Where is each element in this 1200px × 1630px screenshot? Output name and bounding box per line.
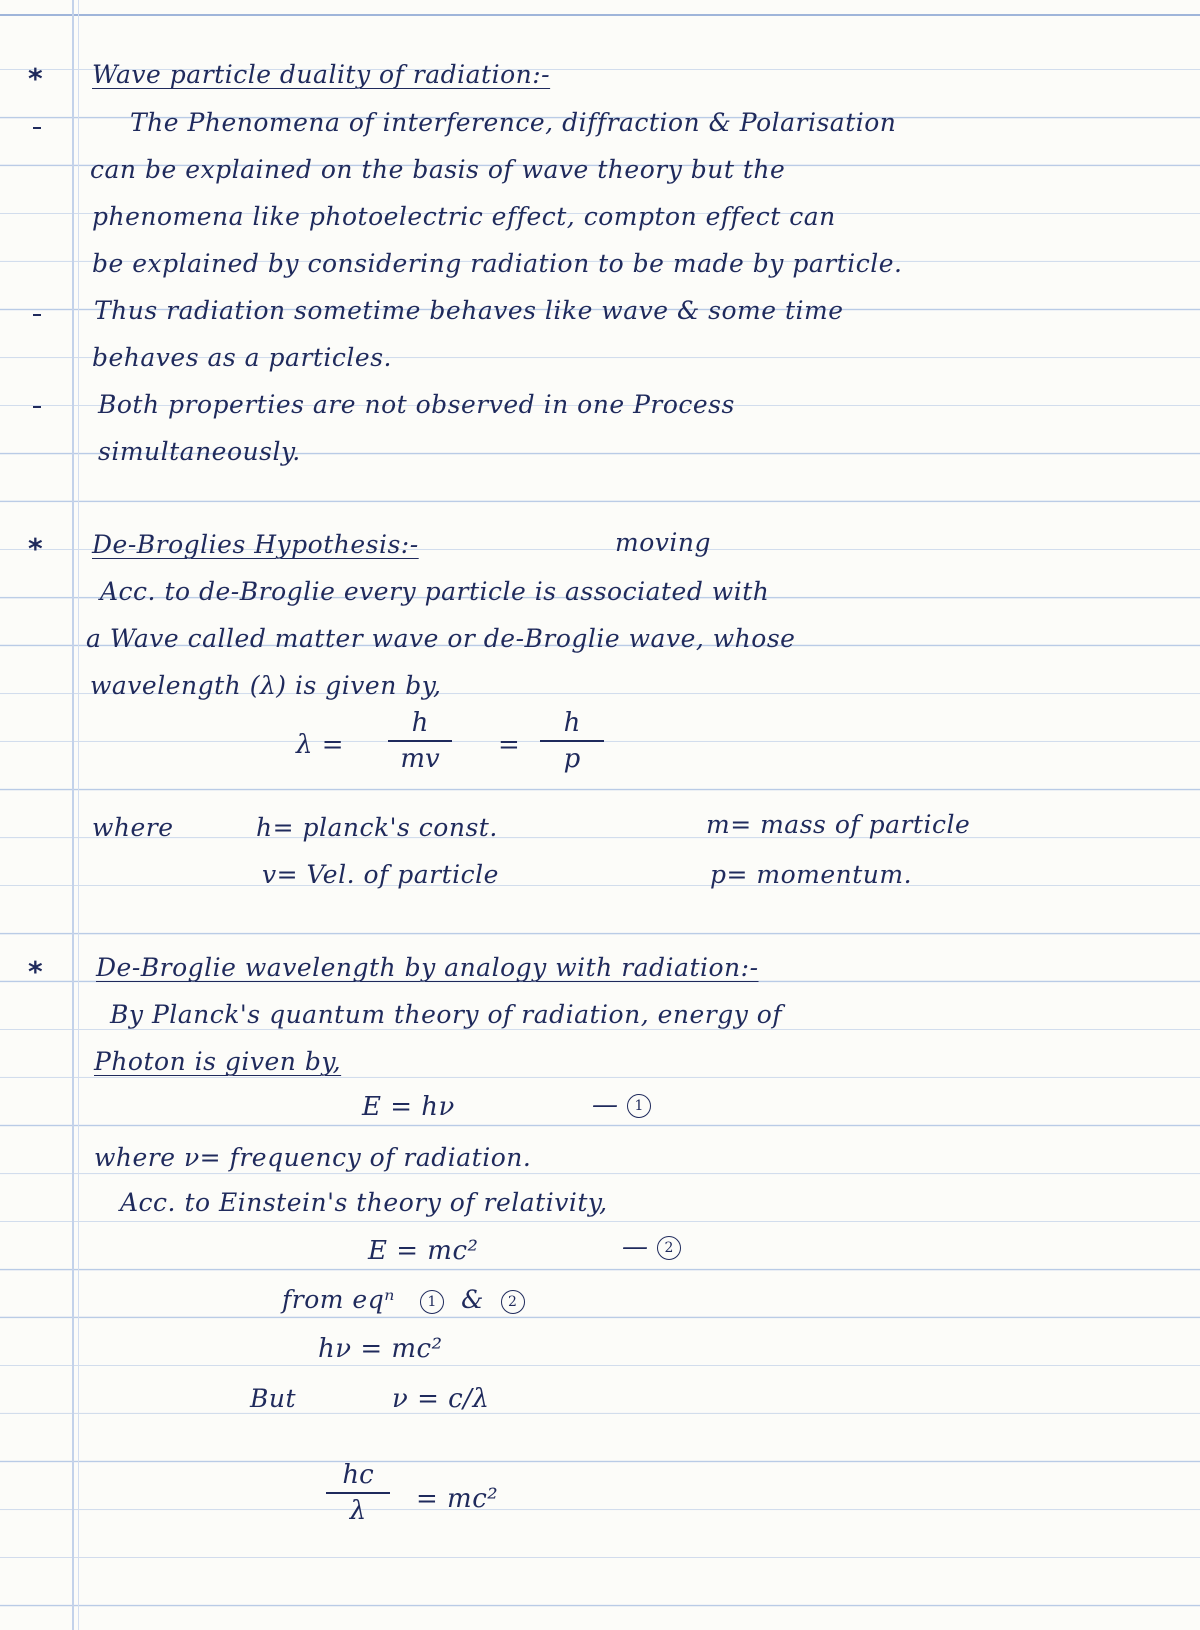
section1-line: The Phenomena of interference, diffraction & Polarisation: [130, 108, 897, 137]
section2-bullet: *: [28, 532, 43, 565]
circled-number: 1: [627, 1094, 651, 1118]
dash-marker: [33, 127, 41, 129]
but-label: But: [250, 1384, 297, 1413]
ampersand: &: [461, 1285, 484, 1314]
from-text: from eqⁿ: [282, 1285, 395, 1314]
section3-line: Photon is given by,: [94, 1047, 342, 1076]
fraction-denominator: λ: [349, 1496, 367, 1526]
equation-2: E = mc²: [368, 1236, 479, 1266]
definition: p= momentum.: [710, 860, 913, 889]
fraction-denominator: mv: [400, 744, 440, 774]
equation-5-rhs: = mc²: [416, 1484, 499, 1514]
equation-1: E = hν: [362, 1092, 455, 1122]
margin-line-inner: [78, 0, 79, 1630]
section2-line: wavelength (λ) is given by,: [90, 671, 442, 700]
section3-line: By Planck's quantum theory of radiation, energy of: [110, 1000, 783, 1029]
section1-line: behaves as a particles.: [92, 343, 393, 372]
where-label: where: [92, 813, 174, 842]
top-rule: [0, 14, 1200, 16]
section2-title: De-Broglies Hypothesis:-: [92, 530, 419, 559]
fraction-denominator: p: [563, 744, 581, 774]
section2-line: a Wave called matter wave or de-Broglie wave, whose: [86, 624, 796, 653]
formula-lhs: λ =: [296, 730, 345, 760]
dash-marker: [33, 406, 41, 408]
fraction-h-over-mv: [388, 708, 452, 774]
fraction-bar: [388, 740, 452, 742]
fraction-bar: [540, 740, 604, 742]
equation-4: ν = c/λ: [392, 1384, 490, 1414]
definition: m= mass of particle: [706, 810, 971, 839]
section3-title: De-Broglie wavelength by analogy with radiation:-: [96, 953, 759, 982]
circled-number: 2: [501, 1290, 525, 1314]
margin-line: [72, 0, 74, 1630]
section1-line: can be explained on the basis of wave theory but the: [90, 155, 786, 184]
fraction-numerator: h: [411, 708, 429, 738]
acc-line: Acc. to Einstein's theory of relativity,: [120, 1188, 608, 1217]
equation-3: hν = mc²: [318, 1334, 443, 1364]
circled-number: 2: [657, 1236, 681, 1260]
fraction-numerator: hc: [342, 1460, 374, 1490]
section1-line: Both properties are not observed in one Process: [98, 390, 735, 419]
section3-bullet: *: [28, 955, 43, 988]
circled-number: 1: [420, 1290, 444, 1314]
fraction-numerator: h: [563, 708, 581, 738]
section1-line: be explained by considering radiation to be made by particle.: [92, 249, 903, 278]
fraction-bar: [326, 1492, 390, 1494]
formula-equals: =: [498, 730, 521, 760]
fraction-hc-over-lambda: [326, 1460, 390, 1526]
equation-1-tag: — 1: [592, 1090, 651, 1120]
dash-marker: [33, 314, 41, 316]
section2-annotation: moving: [615, 528, 711, 557]
equation-2-tag: — 2: [622, 1232, 681, 1262]
definition: v= Vel. of particle: [262, 860, 499, 889]
section1-line: Thus radiation sometime behaves like wave & some time: [94, 296, 844, 325]
from-line: [282, 1285, 525, 1314]
definition: h= planck's const.: [256, 813, 498, 842]
section1-bullet: *: [28, 62, 43, 95]
where-line: where ν= frequency of radiation.: [94, 1143, 532, 1172]
fraction-h-over-p: [540, 708, 604, 774]
section1-line: phenomena like photoelectric effect, compton effect can: [92, 202, 836, 231]
section1-line: simultaneously.: [98, 437, 301, 466]
section1-title: Wave particle duality of radiation:-: [92, 60, 551, 89]
section2-line: Acc. to de-Broglie every particle is associated with: [100, 577, 770, 606]
